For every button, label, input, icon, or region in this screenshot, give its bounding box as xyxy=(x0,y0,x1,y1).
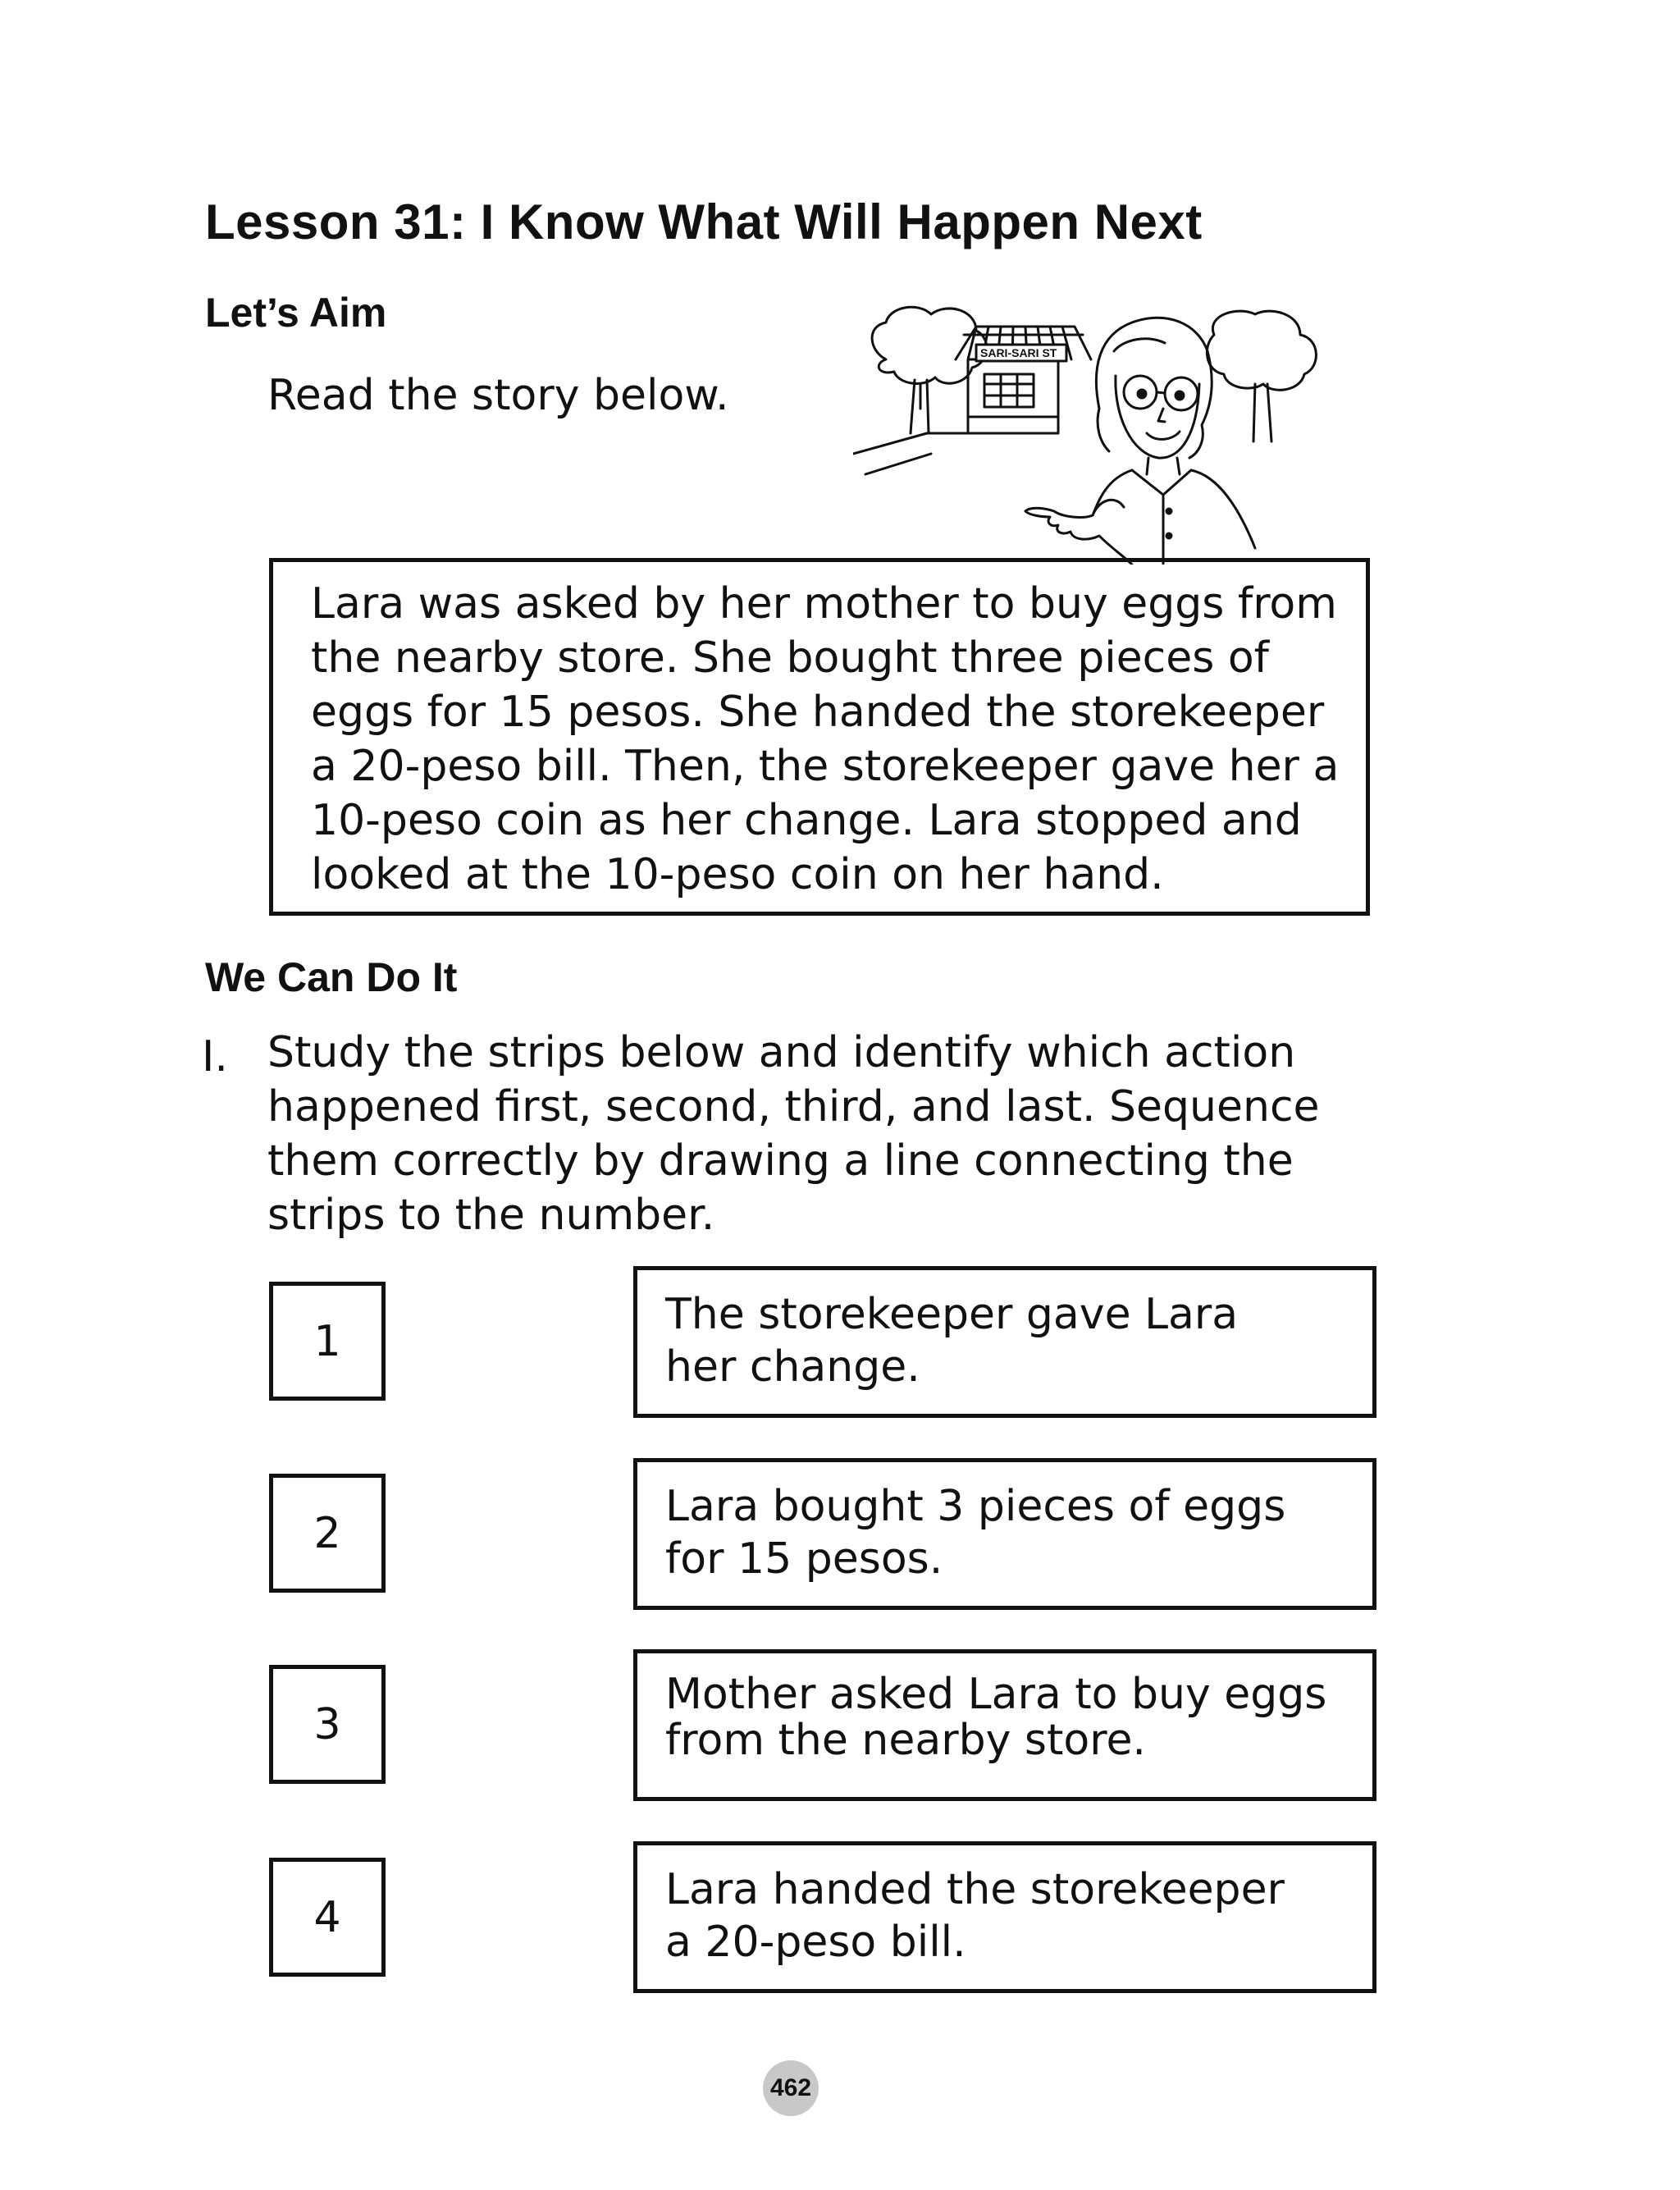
strip-line: a 20-peso bill. xyxy=(665,1918,966,1967)
number-box-4[interactable]: 4 xyxy=(269,1858,386,1977)
story-line: 10-peso coin as her change. Lara stopped and xyxy=(311,796,1302,845)
item-number: I. xyxy=(202,1032,228,1081)
strip-storekeeper-change[interactable] xyxy=(633,1266,1376,1418)
story-line: eggs for 15 pesos. She handed the storekeeper xyxy=(311,688,1325,737)
strip-line: her change. xyxy=(665,1342,920,1392)
lets-aim-heading: Let’s Aim xyxy=(205,290,387,336)
strip-line: Lara bought 3 pieces of eggs xyxy=(665,1482,1286,1531)
story-box xyxy=(269,558,1370,916)
strip-mother-asked[interactable] xyxy=(633,1649,1376,1801)
page-number: 462 xyxy=(763,2060,819,2116)
strip-line: for 15 pesos. xyxy=(665,1534,943,1584)
instruction-line: them correctly by drawing a line connecting the xyxy=(267,1136,1294,1186)
item-instruction xyxy=(267,1026,1391,1242)
strip-handed-bill[interactable] xyxy=(633,1841,1376,1993)
store-sign-text: SARI-SARI ST xyxy=(980,346,1057,359)
number-box-2[interactable]: 2 xyxy=(269,1474,386,1593)
read-story-instruction: Read the story below. xyxy=(267,371,729,420)
strip-line: Lara handed the storekeeper xyxy=(665,1865,1285,1914)
strip-bought-eggs[interactable] xyxy=(633,1458,1376,1610)
lesson-title: Lesson 31: I Know What Will Happen Next xyxy=(205,194,1203,249)
story-line: the nearby store. She bought three pieces of xyxy=(311,633,1269,683)
number-box-3[interactable]: 3 xyxy=(269,1665,386,1784)
instruction-line: strips to the number. xyxy=(267,1191,715,1240)
strip-line: from the nearby store. xyxy=(665,1716,1146,1765)
instruction-line: happened first, second, third, and last. Sequence xyxy=(267,1082,1320,1132)
number-box-1[interactable]: 1 xyxy=(269,1282,386,1401)
story-line: looked at the 10-peso coin on her hand. xyxy=(311,850,1164,899)
instruction-line: Study the strips below and identify which action xyxy=(267,1028,1296,1077)
strip-line: The storekeeper gave Lara xyxy=(665,1290,1239,1339)
strip-line: Mother asked Lara to buy eggs xyxy=(665,1670,1327,1719)
girl-store-illustration xyxy=(853,302,1345,565)
we-can-do-it-heading: We Can Do It xyxy=(205,954,458,1000)
story-line: a 20-peso bill. Then, the storekeeper gave her a xyxy=(311,742,1340,791)
story-line: Lara was asked by her mother to buy eggs from xyxy=(311,579,1337,629)
